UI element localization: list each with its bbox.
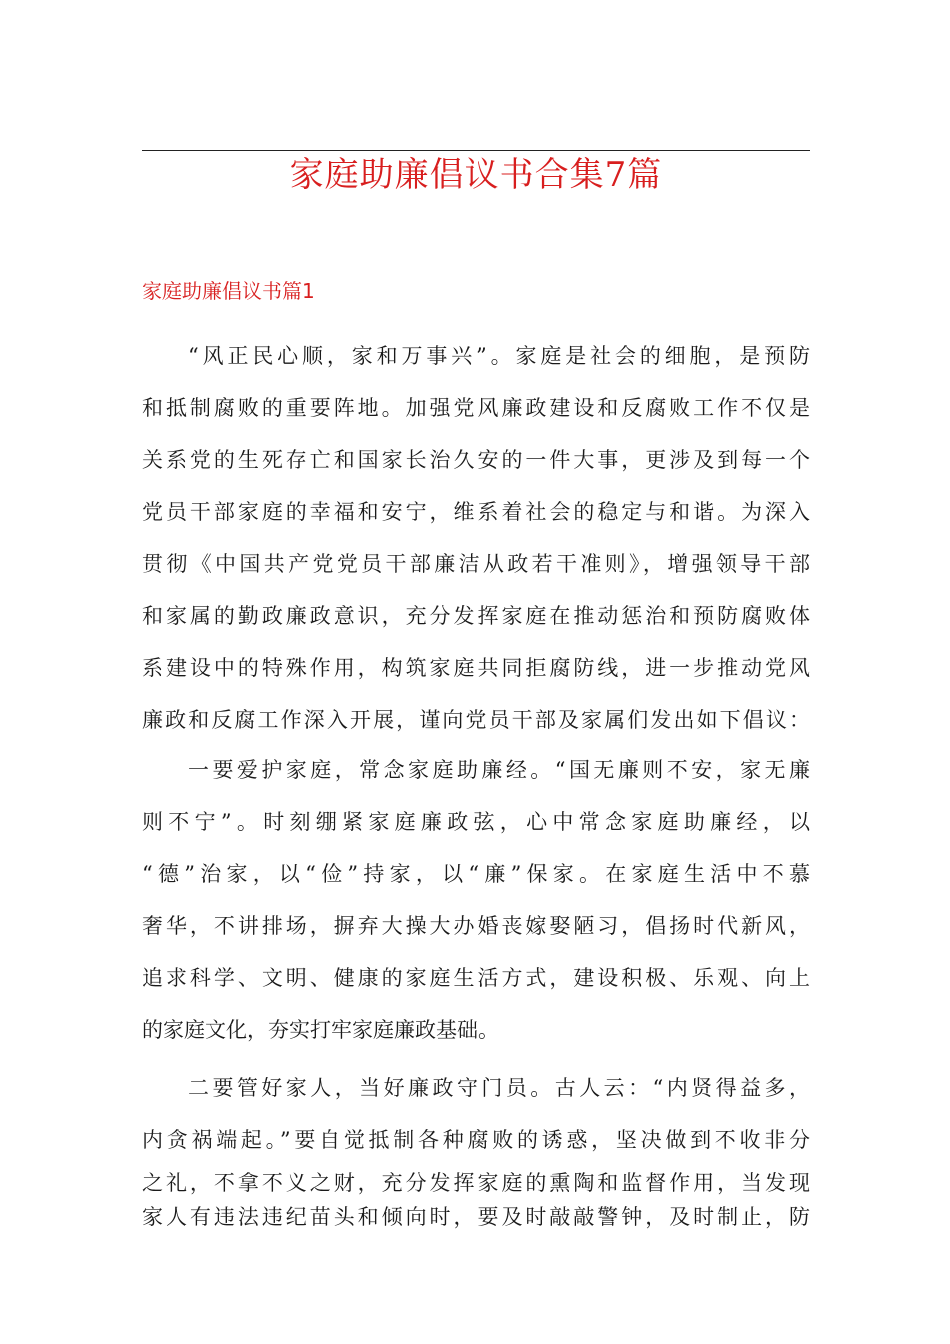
paragraph-line: 和家属的勤政廉政意识，充分发挥家庭在推动惩治和预防腐败体 [142, 604, 810, 628]
document-title: 家庭助廉倡议书合集7篇 [289, 155, 663, 195]
paragraph-line: 系建设中的特殊作用，构筑家庭共同拒腐防线，进一步推动党风 [142, 656, 810, 680]
paragraph-line: 的家庭文化，夯实打牢家庭廉政基础。 [142, 1018, 499, 1042]
paragraph-line: “德”治家，以“俭”持家，以“廉”保家。在家庭生活中不慕 [142, 862, 810, 886]
paragraph-line: 则不宁”。时刻绷紧家庭廉政弦，心中常念家庭助廉经，以 [142, 810, 810, 834]
paragraph-line: 廉政和反腐工作深入开展，谨向党员干部及家属们发出如下倡议： [142, 708, 810, 732]
paragraph-line: “风正民心顺，家和万事兴”。家庭是社会的细胞，是预防 [188, 344, 810, 368]
section-heading: 家庭助廉倡议书篇1 [142, 279, 315, 303]
paragraph-line: 追求科学、文明、健康的家庭生活方式，建设积极、乐观、向上 [142, 966, 810, 990]
paragraph-line: 和抵制腐败的重要阵地。加强党风廉政建设和反腐败工作不仅是 [142, 396, 810, 420]
paragraph-2 [142, 744, 810, 1056]
paragraph-line: 贯彻《中国共产党党员干部廉洁从政若干准则》，增强领导干部 [142, 552, 810, 576]
paragraph-line: 党员干部家庭的幸福和安宁，维系着社会的稳定与和谐。为深入 [142, 500, 810, 524]
paragraph-line: 之礼，不拿不义之财，充分发挥家庭的熏陶和监督作用，当发现 [142, 1171, 810, 1195]
paragraph-line: 关系党的生死存亡和国家长治久安的一件大事，更涉及到每一个 [142, 448, 810, 472]
paragraph-3 [142, 1062, 810, 1234]
paragraph-line: 二要管好家人，当好廉政守门员。古人云：“内贤得益多， [188, 1076, 810, 1100]
paragraph-line: 家人有违法违纪苗头和倾向时，要及时敲敲警钟，及时制止，防 [142, 1205, 810, 1229]
paragraph-line: 一要爱护家庭，常念家庭助廉经。“国无廉则不安，家无廉 [188, 758, 810, 782]
paragraph-line: 奢华，不讲排场，摒弃大操大办婚丧嫁娶陋习，倡扬时代新风， [142, 914, 810, 938]
paragraph-1 [142, 330, 810, 746]
paragraph-line: 内贪祸端起。”要自觉抵制各种腐败的诱惑，坚决做到不收非分 [142, 1128, 810, 1152]
